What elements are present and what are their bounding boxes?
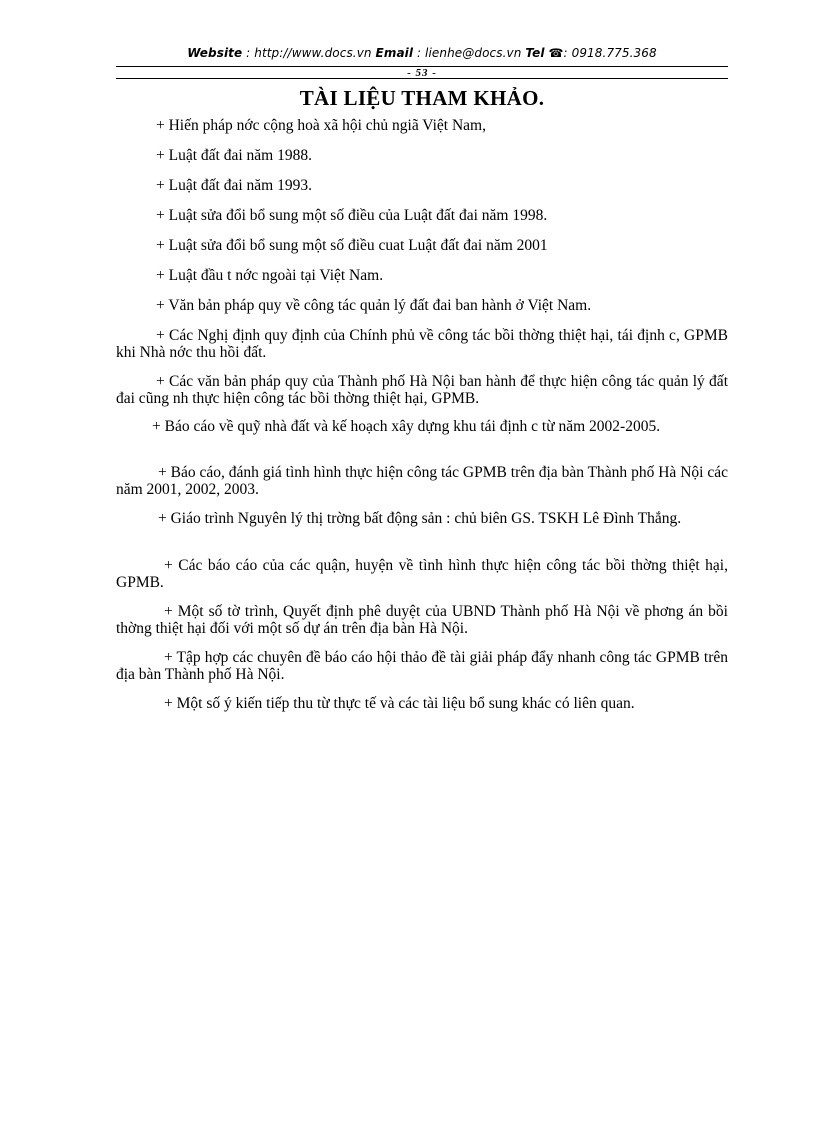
reference-item: + Các báo cáo của các quận, huyện về tình hình thực hiện công tác bồi thờng thiệt hại, GPMB. xyxy=(116,557,728,591)
page-title: TÀI LIỆU THAM KHẢO. xyxy=(299,86,545,110)
reference-item: + Các Nghị định quy định của Chính phủ về công tác bồi thờng thiệt hại, tái định c, GPMB khi Nhà nớc thu hồi đất. xyxy=(116,327,728,361)
reference-item: + Giáo trình Nguyên lý thị trờng bất động sản : chủ biên GS. TSKH Lê Đình Thắng. xyxy=(158,510,682,527)
reference-item: + Tập hợp các chuyên đề báo cáo hội thảo đề tài giải pháp đẩy nhanh công tác GPMB trên địa bàn Thành phố Hà Nội. xyxy=(116,649,728,683)
reference-item: + Luật đầu t nớc ngoài tại Việt Nam. xyxy=(156,267,384,284)
header-divider-bottom xyxy=(116,78,728,79)
reference-item: + Luật sửa đổi bổ sung một số điều cuat Luật đất đai năm 2001 xyxy=(156,237,548,254)
email-label: Email xyxy=(375,46,414,60)
reference-item: + Hiến pháp nớc cộng hoà xã hội chủ ngiã Việt Nam, xyxy=(156,117,486,134)
tel-value: : 0918.775.368 xyxy=(563,46,657,60)
page-header xyxy=(116,46,728,60)
tel-label: Tel xyxy=(525,46,545,60)
reference-item: + Luật đất đai năm 1993. xyxy=(156,177,312,194)
reference-item: + Văn bản pháp quy về công tác quản lý đất đai ban hành ở Việt Nam. xyxy=(156,297,592,314)
website-label: Website xyxy=(187,46,243,60)
reference-item: + Báo cáo về quỹ nhà đất và kế hoạch xây dựng khu tái định c từ năm 2002-2005. xyxy=(152,418,661,435)
phone-icon: ☎ xyxy=(548,46,564,60)
reference-item: + Các văn bản pháp quy của Thành phố Hà Nội ban hành để thực hiện công tác quản lý đất đai cũng nh thực hiện công tác bồi thờng thiệt hại, GPMB. xyxy=(116,373,728,407)
page-number: - 53 - xyxy=(407,67,437,79)
reference-item: + Luật sửa đổi bổ sung một số điều của Luật đất đai năm 1998. xyxy=(156,207,548,224)
reference-item: + Một số tờ trình, Quyết định phê duyệt của UBND Thành phố Hà Nội về phơng án bồi thờng thiệt hại đối với một số dự án trên địa bàn Hà Nội. xyxy=(116,603,728,637)
website-value: : http://www.docs.vn xyxy=(242,46,376,60)
reference-item: + Luật đất đai năm 1988. xyxy=(156,147,312,164)
reference-item: + Báo cáo, đánh giá tình hình thực hiện công tác GPMB trên địa bàn Thành phố Hà Nội các năm 2001, 2002, 2003. xyxy=(116,464,728,498)
reference-item: + Một số ý kiến tiếp thu từ thực tế và các tài liệu bổ sung khác có liên quan. xyxy=(164,695,635,712)
email-value: : lienhe@docs.vn xyxy=(413,46,526,60)
